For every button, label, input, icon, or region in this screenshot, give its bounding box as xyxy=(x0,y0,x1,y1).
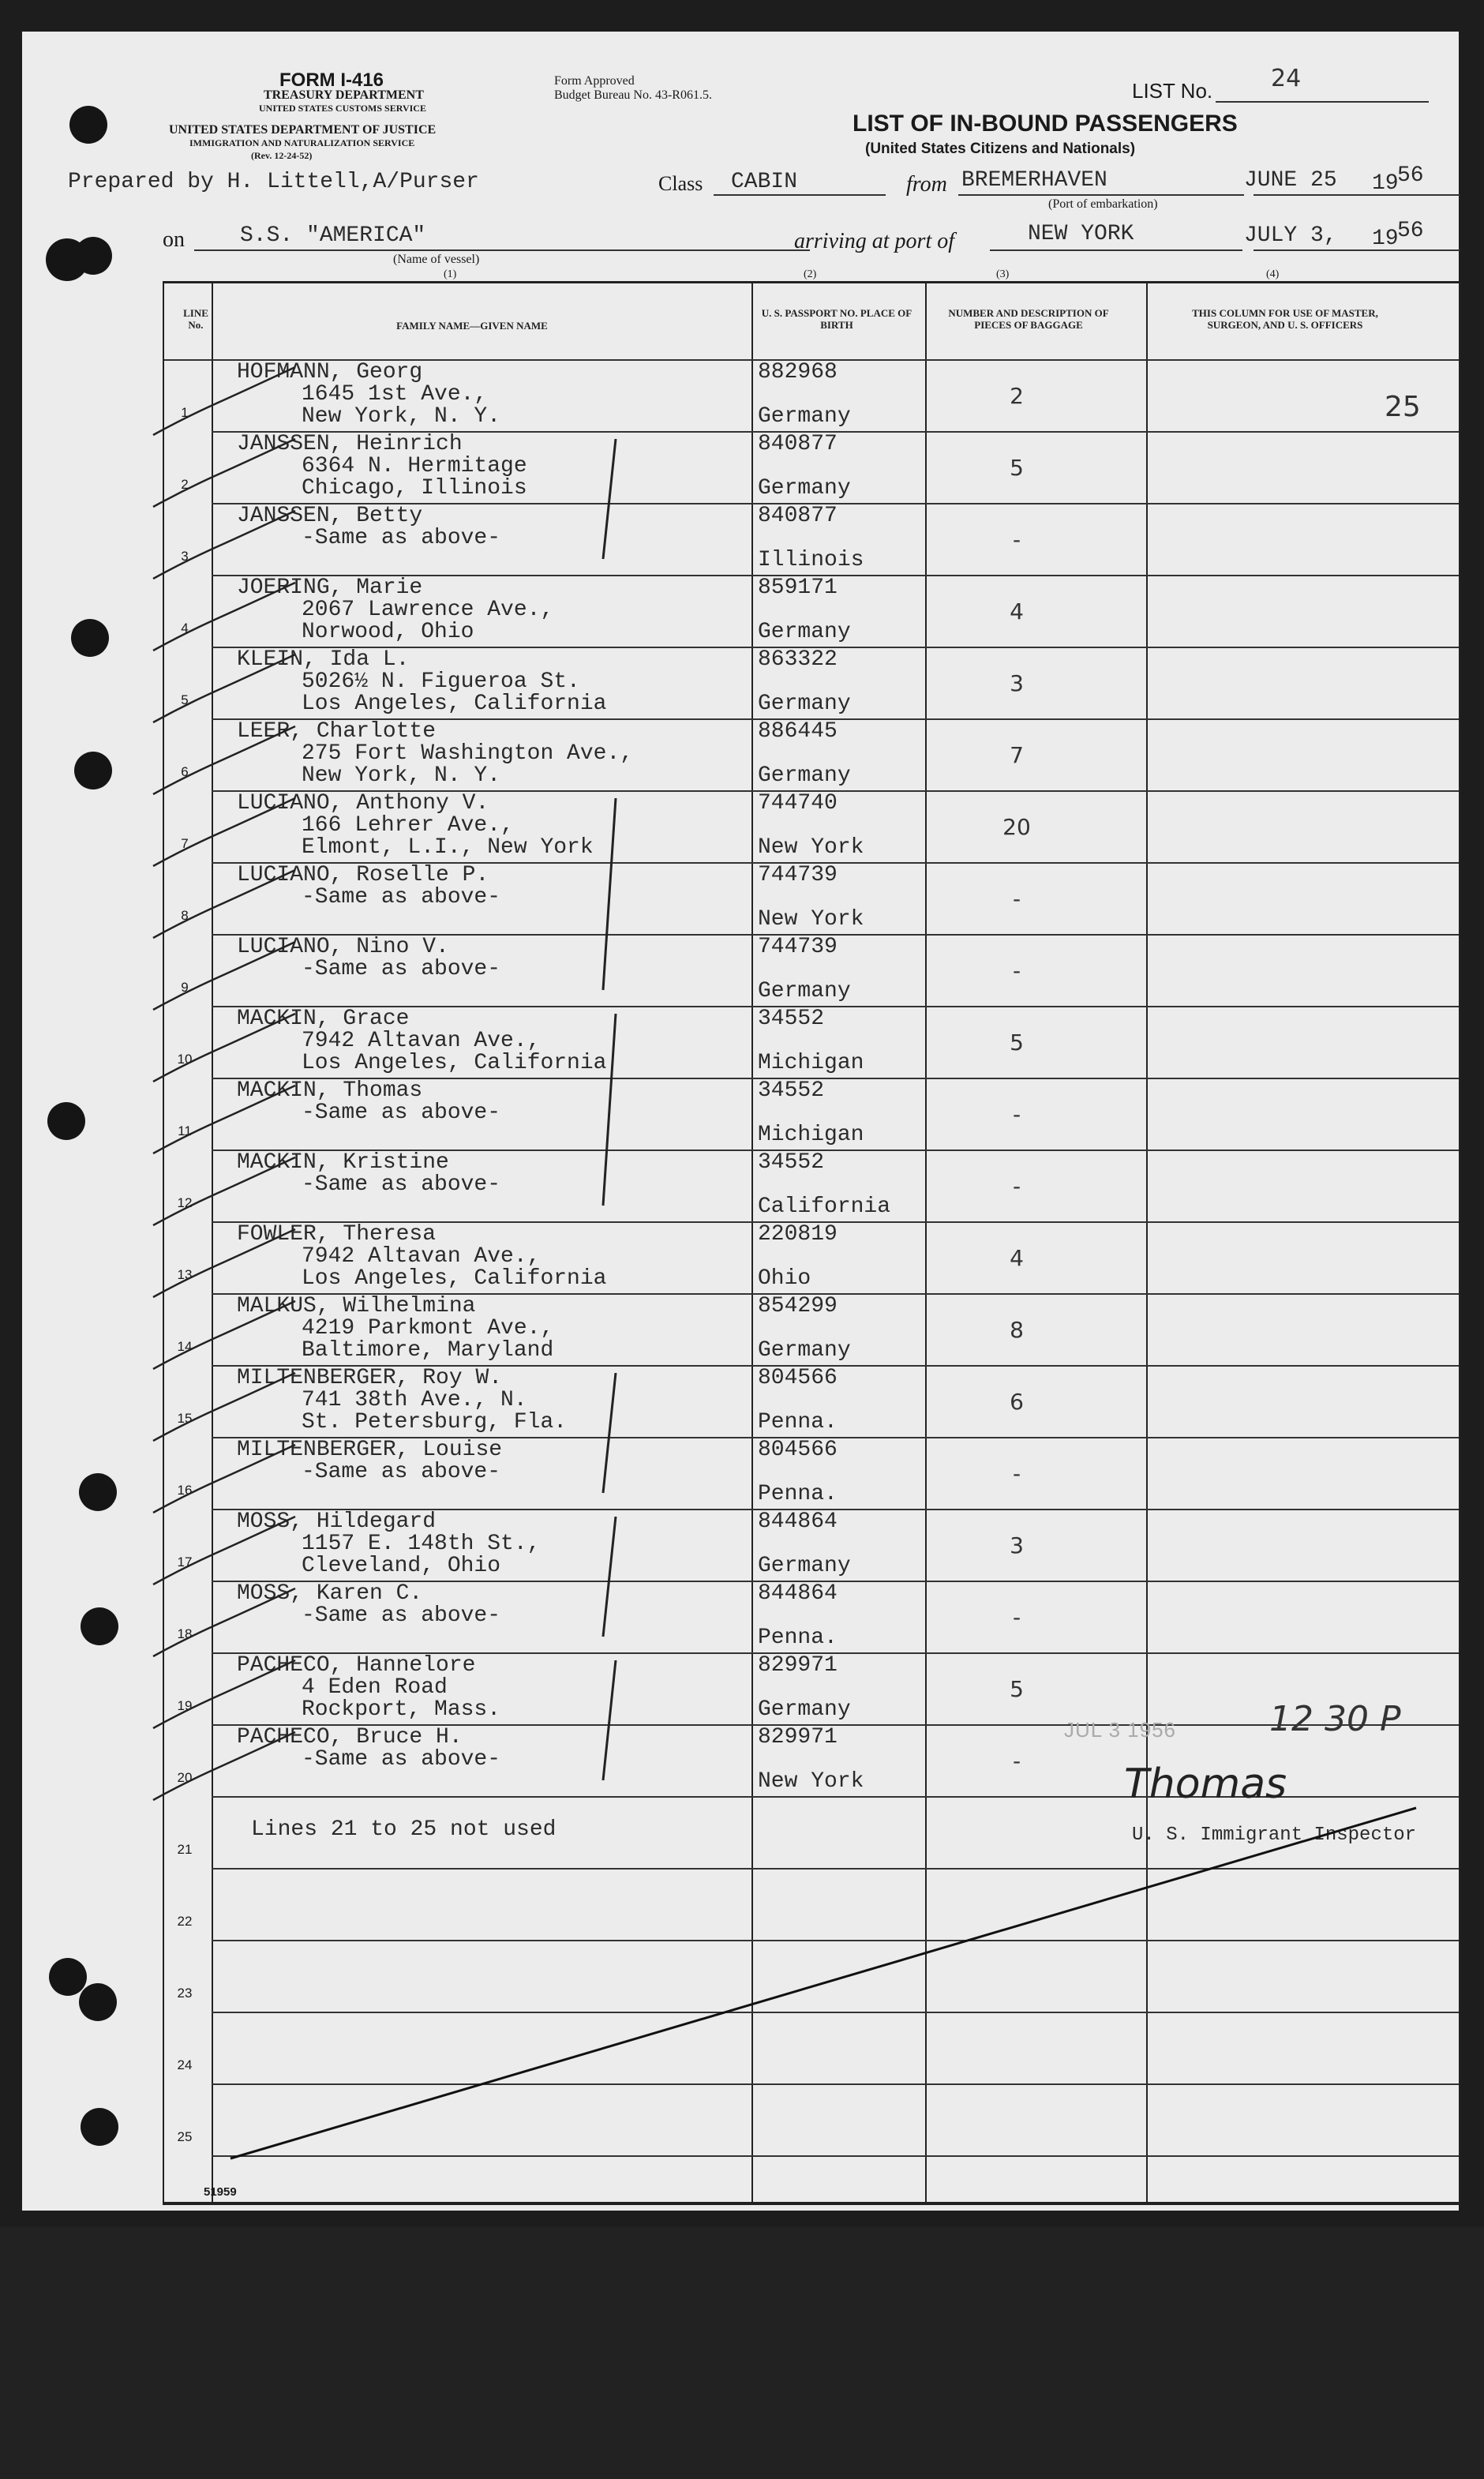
family-name: MILTENBERGER, Louise xyxy=(237,1438,503,1462)
family-name: MACKIN, Kristine xyxy=(237,1150,449,1175)
line-number: 17 xyxy=(177,1555,193,1570)
col-number-4: (4) xyxy=(1266,268,1280,280)
address-line: -Same as above- xyxy=(302,526,501,550)
address-line: 1157 E. 148th St., xyxy=(302,1532,541,1556)
embark-caption: (Port of embarkation) xyxy=(1048,197,1158,211)
place-of-birth: Germany xyxy=(758,979,851,1003)
passport-number: 34552 xyxy=(758,1150,825,1175)
family-name: JANSSEN, Heinrich xyxy=(237,432,463,456)
line-number: 25 xyxy=(177,2129,193,2144)
place-of-birth: Illinois xyxy=(758,548,864,572)
address-line: Los Angeles, California xyxy=(302,1266,607,1291)
address-line: -Same as above- xyxy=(302,1172,501,1197)
line-number: 8 xyxy=(181,908,189,923)
col-number-2: (2) xyxy=(804,268,817,280)
line-number: 3 xyxy=(181,549,189,564)
place-of-birth: New York xyxy=(758,1769,864,1794)
baggage-count: - xyxy=(1012,958,1021,984)
passport-number: 829971 xyxy=(758,1725,838,1750)
line-number: 18 xyxy=(177,1626,193,1641)
family-name: PACHECO, Hannelore xyxy=(237,1653,476,1678)
ins-service: IMMIGRATION AND NATURALIZATION SERVICE xyxy=(189,137,415,148)
address-line: 275 Fort Washington Ave., xyxy=(302,741,634,766)
line-number: 12 xyxy=(177,1195,193,1210)
family-name: LUCIANO, Anthony V. xyxy=(237,791,489,816)
time-note-text: 12 30 P xyxy=(1269,1699,1401,1739)
line-number: 22 xyxy=(177,1914,193,1929)
family-name: FOWLER, Theresa xyxy=(237,1222,437,1247)
place-of-birth: Penna. xyxy=(758,1626,838,1650)
header-line-no: LINE No. xyxy=(183,307,208,331)
revision: (Rev. 12-24-52) xyxy=(251,150,313,161)
family-name: MILTENBERGER, Roy W. xyxy=(237,1366,503,1390)
passport-number: 804566 xyxy=(758,1366,838,1390)
address-line: Baltimore, Maryland xyxy=(302,1338,554,1363)
approval-line-1: Form Approved xyxy=(554,74,635,88)
list-label: LIST No. xyxy=(1132,79,1213,103)
address-line: 1645 1st Ave., xyxy=(302,382,488,407)
line-number: 16 xyxy=(177,1483,193,1498)
passport-number: 804566 xyxy=(758,1438,838,1462)
passport-number: 886445 xyxy=(758,719,838,744)
place-of-birth: Germany xyxy=(758,404,851,429)
family-name: MOSS, Hildegard xyxy=(237,1510,437,1534)
treasury-dept: TREASURY DEPARTMENT xyxy=(264,88,424,102)
baggage-count: - xyxy=(1012,1604,1021,1630)
not-used-note: Lines 21 to 25 not used xyxy=(251,1817,556,1842)
passport-number: 34552 xyxy=(758,1007,825,1031)
col-number-1: (1) xyxy=(444,268,457,280)
family-name: PACHECO, Bruce H. xyxy=(237,1725,463,1750)
inspector-caption: U. S. Immigrant Inspector xyxy=(1132,1825,1417,1846)
place-of-birth: Germany xyxy=(758,1697,851,1722)
place-of-birth: Germany xyxy=(758,1554,851,1578)
passport-number: 882968 xyxy=(758,360,838,384)
address-line: Cleveland, Ohio xyxy=(302,1554,501,1578)
baggage-count: 4 xyxy=(1010,1245,1024,1271)
form-id: FORM I-416 xyxy=(279,69,384,91)
passport-number: 829971 xyxy=(758,1653,838,1678)
place-of-birth: Germany xyxy=(758,692,851,716)
address-line: -Same as above- xyxy=(302,1101,501,1125)
address-line: 5026½ N. Figueroa St. xyxy=(302,669,580,694)
address-line: -Same as above- xyxy=(302,885,501,909)
place-of-birth: New York xyxy=(758,835,864,860)
family-name: LEER, Charlotte xyxy=(237,719,437,744)
line-number: 7 xyxy=(181,836,189,851)
header-baggage: NUMBER AND DESCRIPTION OF PIECES OF BAGGAGE xyxy=(948,307,1109,331)
vessel-name: S.S. "AMERICA" xyxy=(240,223,426,248)
place-of-birth: Germany xyxy=(758,620,851,644)
place-of-birth: Germany xyxy=(758,763,851,788)
line-number: 19 xyxy=(177,1698,193,1713)
embark-year: 56 xyxy=(1397,163,1424,188)
line-number: 24 xyxy=(177,2057,193,2072)
family-name: JOERING, Marie xyxy=(237,576,423,600)
baggage-count: - xyxy=(1012,1101,1021,1127)
embark-port: BREMERHAVEN xyxy=(961,168,1107,193)
header-officers: THIS COLUMN FOR USE OF MASTER, SURGEON, AND U. S. OFFICERS xyxy=(1192,307,1378,331)
baggage-count: 4 xyxy=(1010,598,1024,624)
passport-number: 34552 xyxy=(758,1078,825,1103)
line-number: 9 xyxy=(181,980,189,995)
scan-background xyxy=(0,2226,1484,2479)
line-number: 15 xyxy=(177,1411,193,1426)
address-line: -Same as above- xyxy=(302,957,501,981)
family-name: MALKUS, Wilhelmina xyxy=(237,1294,476,1318)
place-of-birth: California xyxy=(758,1194,891,1219)
from-label: from xyxy=(906,172,947,197)
class-value: CABIN xyxy=(731,170,798,194)
passport-number: 863322 xyxy=(758,647,838,672)
address-line: St. Petersburg, Fla. xyxy=(302,1410,568,1435)
line-number: 21 xyxy=(177,1842,193,1857)
line-number: 5 xyxy=(181,692,189,707)
place-of-birth: Michigan xyxy=(758,1123,864,1147)
form-code: 51959 xyxy=(204,2185,237,2199)
prepared-by: Prepared by H. Littell,A/Purser xyxy=(68,170,479,194)
arrival-year: 56 xyxy=(1397,219,1424,243)
baggage-count: - xyxy=(1012,886,1021,912)
family-name: LUCIANO, Nino V. xyxy=(237,935,449,959)
address-line: 2067 Lawrence Ave., xyxy=(302,598,554,622)
line-number: 14 xyxy=(177,1339,193,1354)
officer-count: 25 xyxy=(1385,391,1421,423)
baggage-count: 5 xyxy=(1010,455,1024,481)
baggage-count: 3 xyxy=(1010,1532,1024,1558)
line-number: 4 xyxy=(181,621,189,636)
customs-service: UNITED STATES CUSTOMS SERVICE xyxy=(259,103,426,114)
approval-line-2: Budget Bureau No. 43-R061.5. xyxy=(554,88,712,102)
baggage-count: - xyxy=(1012,1748,1021,1774)
baggage-count: - xyxy=(1012,527,1021,553)
vessel-caption: (Name of vessel) xyxy=(393,253,480,266)
family-name: MACKIN, Thomas xyxy=(237,1078,423,1103)
baggage-count: 5 xyxy=(1010,1676,1024,1702)
passport-number: 840877 xyxy=(758,504,838,528)
family-name: KLEIN, Ida L. xyxy=(237,647,410,672)
address-line: Chicago, Illinois xyxy=(302,476,527,501)
class-label: Class xyxy=(658,172,703,195)
justice-dept: UNITED STATES DEPARTMENT OF JUSTICE xyxy=(169,123,437,137)
place-of-birth: Germany xyxy=(758,1338,851,1363)
arrival-year-prefix: 19 xyxy=(1372,227,1399,251)
line-number: 11 xyxy=(178,1123,192,1138)
line-number: 23 xyxy=(177,1986,193,2001)
address-line: Los Angeles, California xyxy=(302,692,607,716)
passport-number: 220819 xyxy=(758,1222,838,1247)
header-passport: U. S. PASSPORT NO. PLACE OF BIRTH xyxy=(761,307,913,331)
baggage-count: - xyxy=(1012,1173,1021,1199)
on-label: on xyxy=(163,227,185,252)
place-of-birth: Ohio xyxy=(758,1266,811,1291)
passport-number: 840877 xyxy=(758,432,838,456)
address-line: New York, N. Y. xyxy=(302,404,501,429)
manifest-sheet xyxy=(22,32,1459,2211)
family-name: MOSS, Karen C. xyxy=(237,1581,423,1606)
passport-number: 744739 xyxy=(758,863,838,887)
inspector-signature: Thomas xyxy=(1124,1761,1287,1808)
address-line: -Same as above- xyxy=(302,1603,501,1628)
family-name: HOFMANN, Georg xyxy=(237,360,423,384)
passport-number: 844864 xyxy=(758,1581,838,1606)
embark-date: JUNE 25 xyxy=(1244,168,1337,193)
arrival-date: JULY 3, xyxy=(1244,223,1337,248)
col-number-3: (3) xyxy=(996,268,1010,280)
baggage-count: 5 xyxy=(1010,1029,1024,1056)
address-line: Norwood, Ohio xyxy=(302,620,474,644)
address-line: Elmont, L.I., New York xyxy=(302,835,594,860)
passport-number: 744739 xyxy=(758,935,838,959)
baggage-count: 7 xyxy=(1010,742,1024,768)
address-line: 166 Lehrer Ave., xyxy=(302,813,514,838)
baggage-count: - xyxy=(1012,1461,1021,1487)
baggage-count: 2 xyxy=(1010,383,1024,409)
line-number: 6 xyxy=(181,764,189,779)
list-number: 24 xyxy=(1271,65,1302,92)
line-number: 13 xyxy=(177,1267,193,1282)
address-line: -Same as above- xyxy=(302,1747,501,1772)
family-name: MACKIN, Grace xyxy=(237,1007,410,1031)
arriving-label: arriving at port of xyxy=(794,229,955,253)
place-of-birth: Michigan xyxy=(758,1051,864,1075)
place-of-birth: Penna. xyxy=(758,1482,838,1506)
page-subtitle: (United States Citizens and Nationals) xyxy=(865,141,1136,157)
line-number: 1 xyxy=(181,405,189,420)
line-number: 10 xyxy=(177,1052,193,1067)
header-name: FAMILY NAME—GIVEN NAME xyxy=(396,320,548,332)
passport-number: 859171 xyxy=(758,576,838,600)
baggage-count: 6 xyxy=(1010,1389,1024,1415)
passport-number: 854299 xyxy=(758,1294,838,1318)
page-title: LIST OF IN-BOUND PASSENGERS xyxy=(853,111,1238,137)
family-name: LUCIANO, Roselle P. xyxy=(237,863,489,887)
address-line: New York, N. Y. xyxy=(302,763,501,788)
address-line: 4 Eden Road xyxy=(302,1675,448,1700)
line-number: 20 xyxy=(177,1770,193,1785)
place-of-birth: New York xyxy=(758,907,864,932)
void-line xyxy=(22,32,1459,2211)
received-stamp: JUL 3 1956 xyxy=(1064,1718,1177,1742)
address-line: Rockport, Mass. xyxy=(302,1697,501,1722)
baggage-count: 20 xyxy=(1002,814,1031,840)
address-line: 7942 Altavan Ave., xyxy=(302,1029,541,1053)
passport-number: 844864 xyxy=(758,1510,838,1534)
place-of-birth: Germany xyxy=(758,476,851,501)
address-line: -Same as above- xyxy=(302,1460,501,1484)
line-number: 2 xyxy=(181,477,189,492)
family-name: JANSSEN, Betty xyxy=(237,504,423,528)
address-line: 741 38th Ave., N. xyxy=(302,1388,527,1412)
address-line: 4219 Parkmont Ave., xyxy=(302,1316,554,1341)
address-line: 6364 N. Hermitage xyxy=(302,454,527,478)
baggage-count: 8 xyxy=(1010,1317,1024,1343)
address-line: 7942 Altavan Ave., xyxy=(302,1244,541,1269)
embark-year-prefix: 19 xyxy=(1372,171,1399,196)
baggage-count: 3 xyxy=(1010,670,1024,696)
address-line: Los Angeles, California xyxy=(302,1051,607,1075)
arrival-port: NEW YORK xyxy=(1028,222,1134,246)
passport-number: 744740 xyxy=(758,791,838,816)
place-of-birth: Penna. xyxy=(758,1410,838,1435)
